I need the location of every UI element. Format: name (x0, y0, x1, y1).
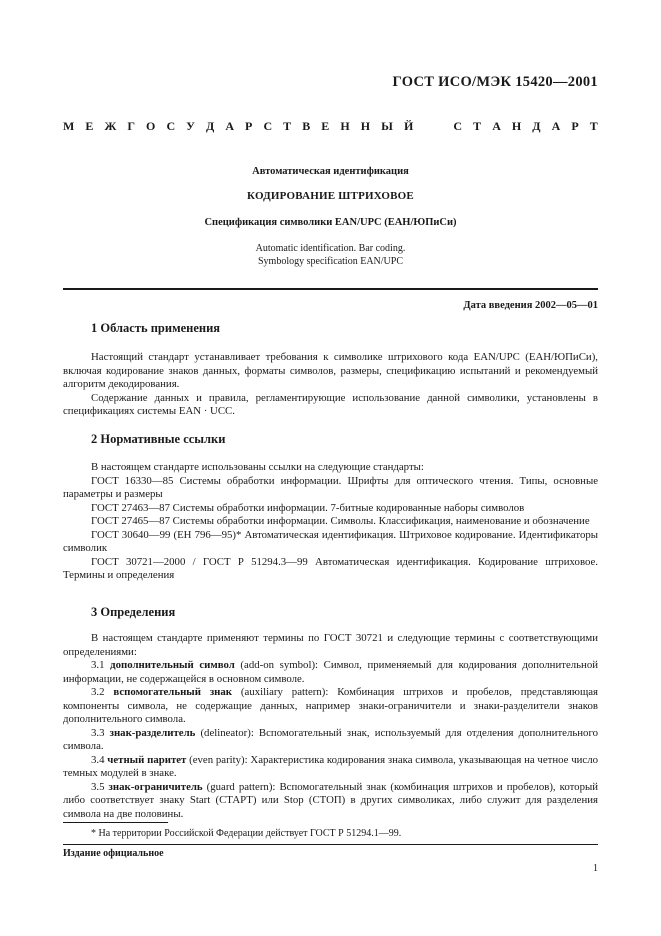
standard-type-heading (63, 120, 598, 133)
title-line-3: Спецификация символики EAN/UPC (ЕАН/ЮПиСи) (204, 217, 457, 228)
term: вспомогательный знак (113, 686, 233, 698)
definition-3-3: 3.3 знак-разделитель (delineator): Вспомогательный знак, используемый для отделения дополнительного символа. (63, 726, 599, 752)
section-2-paragraph: В настоящем стандарте использованы ссылки на следующие стандарты: (91, 461, 424, 473)
title-line-1: Автоматическая идентификация (252, 166, 409, 177)
page-number: 1 (593, 863, 598, 874)
definition-3-2: 3.2 вспомогательный знак (auxiliary pattern): Комбинация штрихов и пробелов, представляющая компоненты символа, не содержащие данных, например знаки-ограничители и знаки-разделители знаков дополнительного символа. (63, 686, 599, 725)
definition-3-1: 3.1 дополнительный символ (add-on symbol): Символ, применяемый для кодирования дополнительной информации, не содержащейся в основном символе. (63, 659, 598, 685)
heading-letter: Ж (104, 119, 117, 133)
title-divider (63, 288, 598, 290)
heading-letter: С (263, 119, 273, 133)
heading-letter: С (166, 119, 176, 133)
term: знак-разделитель (109, 726, 196, 739)
edition-divider (63, 844, 598, 845)
section-3-heading: 3 Определения (91, 605, 176, 619)
term: знак-ограничитель (108, 780, 203, 793)
title-line-2: КОДИРОВАНИЕ ШТРИХОВОЕ (247, 190, 414, 202)
heading-letter: У (186, 119, 195, 133)
heading-letter: А (225, 119, 234, 133)
section-1-body (63, 351, 598, 419)
heading-letter: А (492, 119, 501, 133)
title-english-line-1: Automatic identification. Bar coding. (255, 243, 406, 254)
section-1-heading: 1 Область применения (91, 321, 221, 335)
heading-letter: В (302, 119, 311, 133)
section-2-body (63, 461, 598, 583)
section-2-paragraph: ГОСТ 27463—87 Системы обработки информации. 7-битные кодированные наборы символов (91, 501, 525, 514)
heading-letter: Е (85, 119, 94, 133)
heading-letter: Р (245, 119, 253, 133)
heading-letter: Р (571, 119, 579, 133)
term: четный паритет (107, 753, 187, 766)
title-english (63, 243, 598, 268)
heading-letter: Н (360, 119, 371, 133)
heading-letter: Т (473, 119, 482, 133)
definition-3-4: 3.4 четный паритет (even parity): Характеристика кодирования знака символа, указывающая на четное число темных модулей в знаке. (63, 753, 599, 779)
heading-letter: Т (283, 119, 292, 133)
heading-letter: Ы (381, 119, 393, 133)
section-2-paragraph: ГОСТ 30640—99 (ЕН 796—95)* Автоматическая идентификация. Штриховое кодирование. Идентификаторы символик (63, 528, 598, 554)
definition-3-5: 3.5 знак-ограничитель (guard pattern): Вспомогательный знак (комбинация штрихов и пробелов), который либо соответствует знаку Start (СТАРТ) или Stop (СТОП) в других символиках, либо служит для разделения символа на две половины. (63, 780, 598, 820)
heading-letter: М (63, 119, 75, 133)
heading-letter: Д (206, 119, 215, 133)
section-3-body (63, 632, 598, 821)
heading-letter: Д (532, 119, 541, 133)
word-gap (424, 120, 442, 133)
heading-letter: Н (340, 119, 350, 133)
standard-code: ГОСТ ИСО/МЭК 15420—2001 (392, 74, 598, 90)
heading-letter: С (453, 119, 463, 133)
heading-letter: Й (403, 119, 414, 133)
heading-letter: А (551, 119, 561, 133)
footnote-divider (63, 822, 168, 823)
section-2-paragraph: ГОСТ 16330—85 Системы обработки информации. Шрифты для оптического чтения. Типы, основные параметры и размеры (63, 474, 598, 500)
heading-letter: Г (127, 119, 135, 133)
section-3-intro: В настоящем стандарте применяют термины по ГОСТ 30721 и следующие термины с соответствующими определениями: (63, 632, 598, 658)
section-2-heading: 2 Нормативные ссылки (91, 432, 226, 446)
heading-letter: Т (589, 119, 598, 133)
edition-label: Издание официальное (63, 848, 164, 859)
intro-date: Дата введения 2002—05—01 (463, 300, 598, 311)
heading-letter: О (146, 119, 156, 133)
heading-letter: Е (321, 119, 330, 133)
term: дополнительный символ (110, 659, 235, 671)
section-1-paragraph: Содержание данных и правила, регламентирующие использование данной символики, установлены в спецификациях системы EAN · UCC. (63, 391, 598, 417)
heading-letter: Н (511, 119, 522, 133)
section-2-paragraph: ГОСТ 30721—2000 / ГОСТ Р 51294.3—99 Автоматическая идентификация. Кодирование штриховое. Термины и определения (63, 555, 598, 581)
section-1-paragraph: Настоящий стандарт устанавливает требования к символике штрихового кода EAN/UPC (ЕАН/ЮПиСи), включая кодирование знаков данных, форматы символов, размеры, спецификацию испытаний и рекомендуемый алгоритм декодирования. (63, 351, 598, 390)
footnote: * На территории Российской Федерации действует ГОСТ Р 51294.1—99. (91, 828, 402, 839)
section-2-paragraph: ГОСТ 27465—87 Системы обработки информации. Символы. Классификация, наименование и обозначение (91, 515, 590, 527)
title-english-line-2: Symbology specification EAN/UPC (258, 255, 403, 267)
